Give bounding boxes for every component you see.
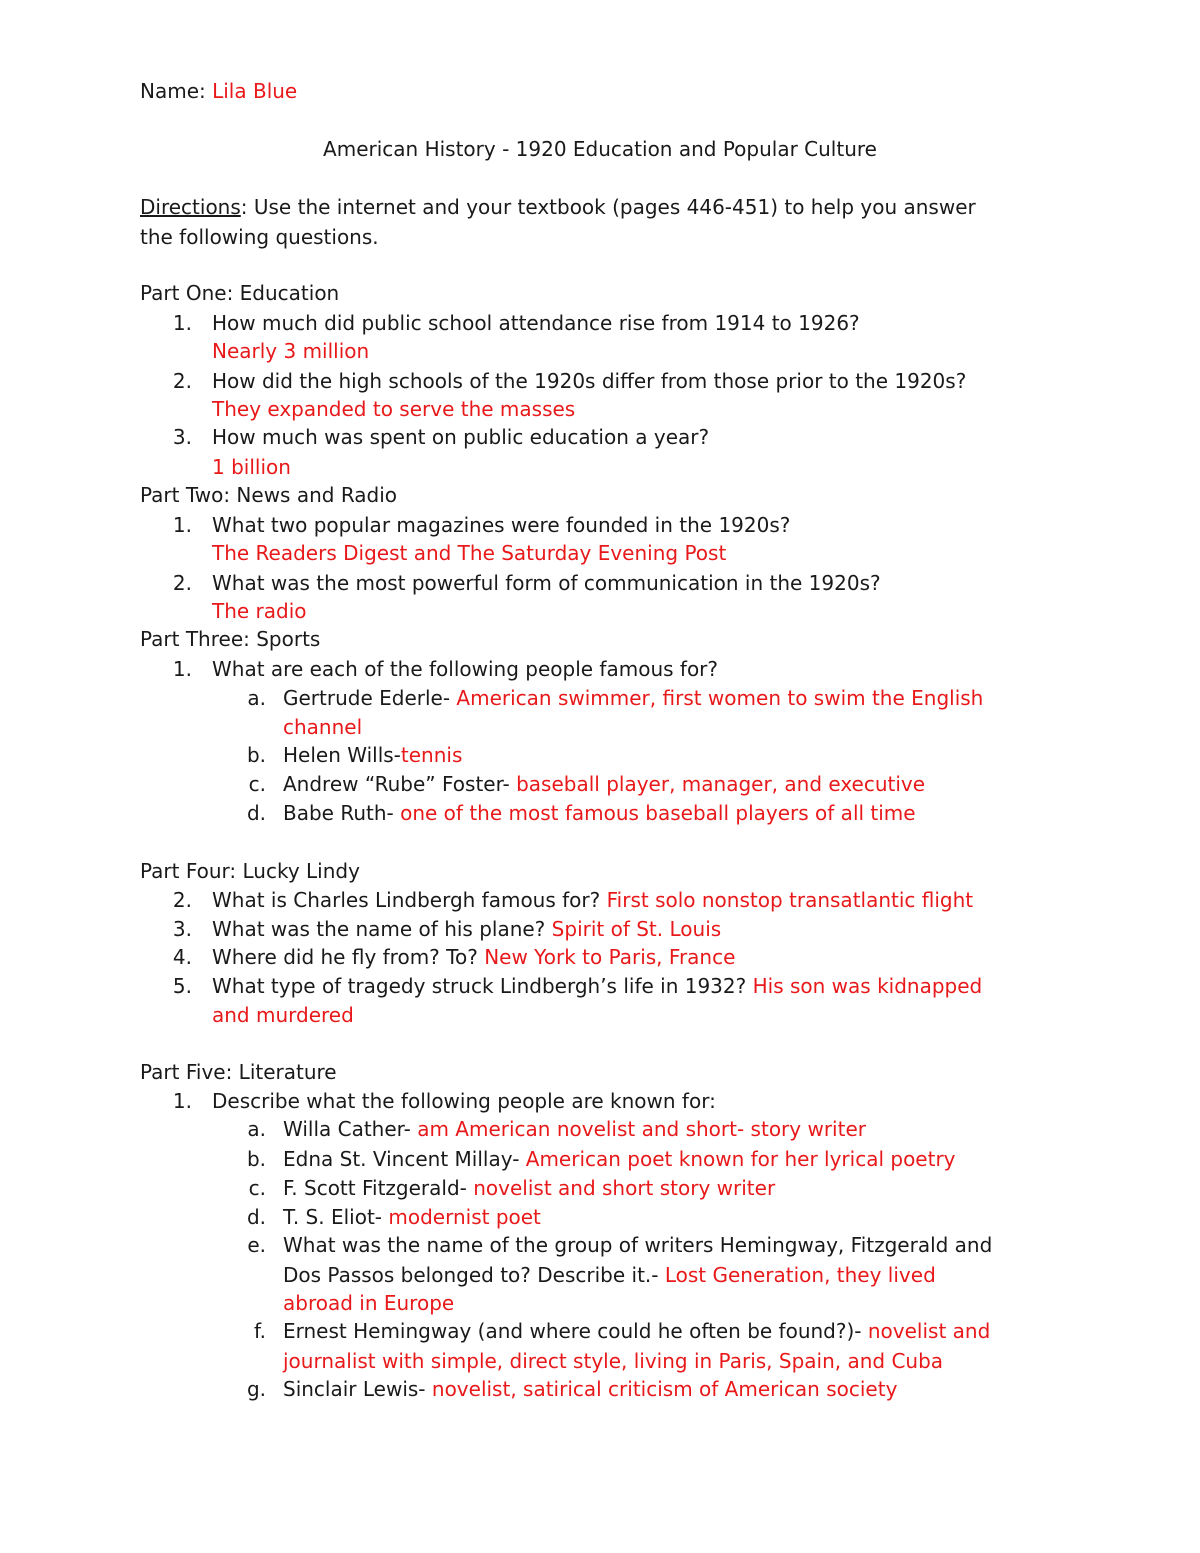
subitem-line [283, 1147, 956, 1171]
subitem-answer: Lost Generation, they lived [664, 1263, 936, 1287]
subitem-label: Babe Ruth- [283, 801, 394, 825]
subitem-line [283, 801, 916, 825]
question-text: What was the name of his plane? [212, 917, 546, 941]
subitem-letter: f. [254, 1319, 266, 1343]
question-text: What type of tragedy struck Lindbergh’s life in 1932? [212, 974, 747, 998]
page-title: American History - 1920 Education and Popular Culture [323, 137, 877, 161]
question-number: 1. [172, 657, 192, 681]
part-five-heading: Part Five: Literature [140, 1060, 337, 1084]
subitem-answer: novelist, satirical criticism of American society [431, 1377, 898, 1401]
question-number: 2. [172, 888, 192, 912]
subitem-answer: novelist and [867, 1319, 991, 1343]
answer-text: Nearly 3 million [212, 339, 370, 363]
subitem-label: F. Scott Fitzgerald- [283, 1176, 467, 1200]
subitem-answer: am American novelist and short- story writer [417, 1117, 866, 1141]
question-text: What two popular magazines were founded in the 1920s? [212, 513, 791, 537]
question-number: 3. [172, 917, 192, 941]
subitem-letter: a. [247, 686, 266, 710]
subitem-letter: d. [246, 1205, 266, 1229]
question-line [212, 888, 973, 912]
subitem-answer: American swimmer, first women to swim the English [456, 686, 984, 710]
directions-label: Directions [140, 195, 241, 219]
name-value: Lila Blue [212, 79, 298, 103]
subitem-line [283, 1319, 990, 1343]
question-text: Where did he fly from? To? [212, 945, 478, 969]
subitem-answer: novelist and short story writer [473, 1176, 776, 1200]
subitem-letter: a. [247, 1117, 266, 1141]
question-text: What was the most powerful form of communication in the 1920s? [212, 571, 881, 595]
question-number: 2. [172, 571, 192, 595]
name-line [140, 79, 297, 103]
subitem-label: Edna St. Vincent Millay- [283, 1147, 520, 1171]
question-text: Describe what the following people are known for: [212, 1089, 716, 1113]
answer-text: First solo nonstop transatlantic flight [606, 888, 974, 912]
part-three-heading: Part Three: Sports [140, 627, 321, 651]
subitem-question: What was the name of the group of writers Hemingway, Fitzgerald and [283, 1233, 993, 1257]
subitem-line [283, 1263, 936, 1287]
part-two-heading: Part Two: News and Radio [140, 483, 398, 507]
directions-line-1 [140, 195, 976, 219]
question-line [212, 917, 721, 941]
subitem-line [283, 1117, 866, 1141]
answer-text: The radio [212, 599, 307, 623]
subitem-answer: baseball player, manager, and executive [516, 772, 926, 796]
subitem-answer-continued: journalist with simple, direct style, living in Paris, Spain, and Cuba [283, 1349, 944, 1373]
subitem-line [283, 772, 925, 796]
question-number: 1. [172, 513, 192, 537]
subitem-answer: American poet known for her lyrical poetry [525, 1147, 956, 1171]
subitem-answer: one of the most famous baseball players of all time [400, 801, 916, 825]
answer-text: 1 billion [212, 455, 291, 479]
question-number: 2. [172, 369, 192, 393]
subitem-line [283, 743, 462, 767]
answer-text-continued: and murdered [212, 1003, 354, 1027]
subitem-letter: c. [248, 772, 266, 796]
subitem-line [283, 1205, 541, 1229]
subitem-label: Helen Wills- [283, 743, 401, 767]
question-text: What is Charles Lindbergh famous for? [212, 888, 601, 912]
name-label: Name: [140, 79, 206, 103]
subitem-answer: tennis [400, 743, 463, 767]
subitem-line [283, 686, 983, 710]
answer-text: Spirit of St. Louis [551, 917, 722, 941]
subitem-label: Gertrude Ederle- [283, 686, 451, 710]
question-line [212, 974, 982, 998]
subitem-label: Andrew “Rube” Foster- [283, 772, 510, 796]
question-text: How did the high schools of the 1920s differ from those prior to the 1920s? [212, 369, 967, 393]
answer-text: His son was kidnapped [752, 974, 983, 998]
part-four-heading: Part Four: Lucky Lindy [140, 859, 360, 883]
question-number: 5. [172, 974, 192, 998]
subitem-letter: b. [246, 743, 266, 767]
subitem-label: Dos Passos belonged to? Describe it.- [283, 1263, 659, 1287]
subitem-line [283, 1176, 775, 1200]
subitem-letter: g. [246, 1377, 266, 1401]
question-number: 1. [172, 311, 192, 335]
answer-text: They expanded to serve the masses [212, 397, 576, 421]
question-number: 4. [172, 945, 192, 969]
subitem-letter: e. [247, 1233, 266, 1257]
subitem-label: Sinclair Lewis- [283, 1377, 426, 1401]
subitem-answer-continued: abroad in Europe [283, 1291, 455, 1315]
subitem-answer: modernist poet [388, 1205, 541, 1229]
subitem-line [283, 1377, 897, 1401]
question-text: What are each of the following people famous for? [212, 657, 719, 681]
subitem-letter: d. [246, 801, 266, 825]
subitem-letter: c. [248, 1176, 266, 1200]
question-number: 3. [172, 425, 192, 449]
subitem-letter: b. [246, 1147, 266, 1171]
directions-text: : Use the internet and your textbook (pages 446-451) to help you answer [240, 195, 976, 219]
subitem-label: Ernest Hemingway (and where could he often be found?)- [283, 1319, 862, 1343]
subitem-label: T. S. Eliot- [283, 1205, 383, 1229]
question-number: 1. [172, 1089, 192, 1113]
question-text: How much was spent on public education a year? [212, 425, 710, 449]
answer-text: New York to Paris, France [484, 945, 736, 969]
answer-text: The Readers Digest and The Saturday Evening Post [212, 541, 727, 565]
part-one-heading: Part One: Education [140, 281, 340, 305]
question-text: How much did public school attendance rise from 1914 to 1926? [212, 311, 860, 335]
subitem-label: Willa Cather- [283, 1117, 411, 1141]
subitem-answer-continued: channel [283, 715, 363, 739]
directions-line-2: the following questions. [140, 225, 379, 249]
question-line [212, 945, 735, 969]
